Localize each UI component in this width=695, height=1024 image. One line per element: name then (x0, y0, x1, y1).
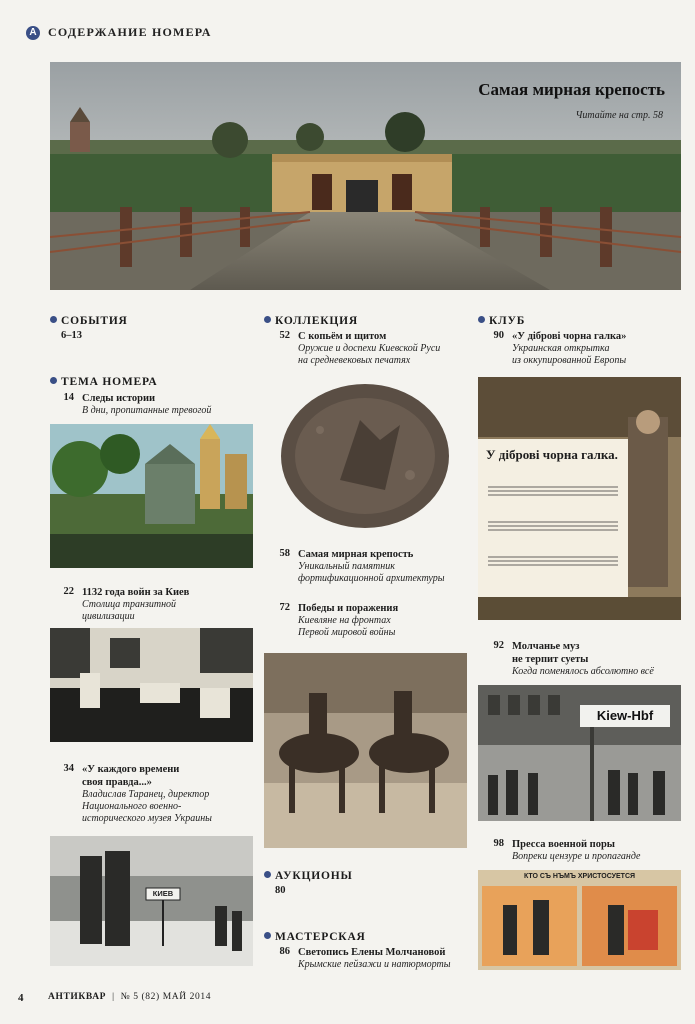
article-subtitle-line1: Уникальный памятник (298, 561, 395, 572)
bullet-icon (264, 932, 271, 939)
article-title[interactable]: «У діброві чорна галка» (512, 331, 627, 342)
propaganda-cartoon-image (478, 870, 681, 970)
article-subtitle-line1: Киевляне на фронтах (298, 615, 391, 626)
music-postcard-image (478, 377, 681, 620)
section-workshop[interactable] (264, 931, 366, 943)
article-subtitle: Вопреки цензуре и пропаганде (512, 851, 641, 862)
kiev-sign-text: КИЕВ (152, 889, 174, 898)
article-subtitle-line2: из оккупированной Европы (512, 355, 627, 366)
article-subtitle-line1: Оружие и доспехи Киевской Руси (298, 343, 441, 354)
section-events-label: СОБЫТИЯ (61, 315, 128, 327)
article-page-number: 52 (279, 330, 290, 341)
article-title[interactable]: Светопись Елены Молчановой (298, 947, 446, 958)
bullet-icon (478, 316, 485, 323)
article-page-number: 58 (279, 548, 290, 559)
medieval-seal-photo[interactable] (280, 380, 450, 532)
soldiers-kiev-sign-photo[interactable] (50, 836, 253, 966)
article-subtitle-line2: цивилизации (82, 611, 135, 622)
article-subtitle-line2: Первой мировой войны (298, 627, 396, 638)
section-auctions-pages: 80 (275, 885, 286, 896)
cartoon-photo[interactable] (478, 870, 681, 970)
article-title[interactable]: Победы и поражения (298, 603, 399, 614)
issue-info: № 5 (82) МАЙ 2014 (120, 992, 212, 1002)
section-logo-icon: A (26, 26, 40, 40)
article-title-line2[interactable]: не терпит суеты (512, 654, 589, 665)
article-subtitle-line3: исторического музея Украины (82, 813, 212, 824)
article-subtitle-line1: Украинская открытка (512, 343, 610, 354)
article-subtitle-line2: фортификационной архитектуры (298, 573, 445, 584)
city-ruins-engraving-image (50, 628, 253, 742)
bullet-icon (50, 377, 57, 384)
bullet-icon (264, 316, 271, 323)
section-auctions[interactable] (264, 870, 353, 882)
article-title-line1[interactable]: Молчанье муз (512, 641, 580, 652)
hero-title: Самая мирная крепость (478, 80, 665, 99)
section-theme[interactable] (50, 376, 157, 388)
page-number: 4 (18, 992, 24, 1004)
bullet-icon (264, 871, 271, 878)
article-subtitle: Когда поменялось абсолютно всё (512, 666, 654, 677)
article-title[interactable]: С копьём и щитом (298, 331, 387, 342)
section-events-pages: 6–13 (61, 330, 82, 341)
section-workshop-label: МАСТЕРСКАЯ (275, 931, 366, 943)
article-title[interactable]: Самая мирная крепость (298, 549, 414, 560)
section-theme-label: ТЕМА НОМЕРА (61, 376, 158, 388)
article-title[interactable]: 1132 года войн за Киев (82, 587, 190, 598)
article-subtitle: В дни, пропитанные тревогой (82, 405, 212, 416)
section-club-label: КЛУБ (489, 315, 526, 327)
city-ruins-photo[interactable] (50, 628, 253, 742)
station-sign-text: Kiew-Hbf (596, 708, 654, 723)
article-subtitle-line1: Столица транзитной (82, 599, 177, 610)
section-collection-label: КОЛЛЕКЦИЯ (275, 315, 358, 327)
article-subtitle-line2: Национального военно- (82, 801, 182, 812)
article-page-number: 90 (493, 330, 504, 341)
postcard-title: У діброві чорна галка. (486, 447, 618, 462)
cartoon-caption: КТО СЪ НЪМЪ ХРИСТОСУЕТСЯ (523, 873, 636, 880)
article-title[interactable]: Пресса военной поры (512, 839, 615, 850)
bronze-seal-image (280, 380, 450, 532)
article-title-line1[interactable]: «У каждого времени (82, 764, 180, 775)
article-page-number: 98 (493, 838, 504, 849)
kyiv-landscape-photo[interactable] (50, 424, 253, 568)
article-subtitle-line1: Владислав Таранец, директор (82, 789, 210, 800)
kiev-station-image (478, 685, 681, 821)
page-header-title: СОДЕРЖАНИЕ НОМЕРА (48, 25, 212, 39)
article-title-line2[interactable]: своя правда...» (82, 777, 152, 788)
article-page-number: 92 (493, 640, 504, 651)
article-title[interactable]: Следы истории (82, 393, 156, 404)
section-events[interactable] (50, 315, 128, 327)
article-subtitle-line2: на средневековых печатях (298, 355, 411, 366)
article-page-number: 22 (63, 586, 74, 597)
kyiv-painting-image (50, 424, 253, 568)
article-page-number: 72 (279, 602, 290, 613)
article-page-number: 14 (63, 392, 74, 403)
cavalry-street-image (264, 653, 467, 848)
soldiers-river-bank-image (50, 836, 253, 966)
postcard-photo[interactable] (478, 377, 681, 620)
footer-magazine: АНТИКВАР | № 5 (82) МАЙ 2014 (48, 992, 212, 1002)
hero-subtitle[interactable]: Читайте на стр. 58 (575, 110, 663, 121)
magazine-name: АНТИКВАР (48, 992, 107, 1002)
article-page-number: 34 (63, 763, 74, 774)
section-club[interactable] (478, 315, 525, 327)
article-page-number: 86 (279, 946, 290, 957)
station-photo[interactable] (478, 685, 681, 821)
section-auctions-label: АУКЦИОНЫ (275, 870, 353, 882)
section-collection[interactable] (264, 315, 358, 327)
hero-fortress-photo[interactable] (50, 62, 681, 290)
bullet-icon (50, 316, 57, 323)
cavalry-photo[interactable] (264, 653, 467, 848)
article-subtitle: Крымские пейзажи и натюрморты (298, 959, 451, 970)
